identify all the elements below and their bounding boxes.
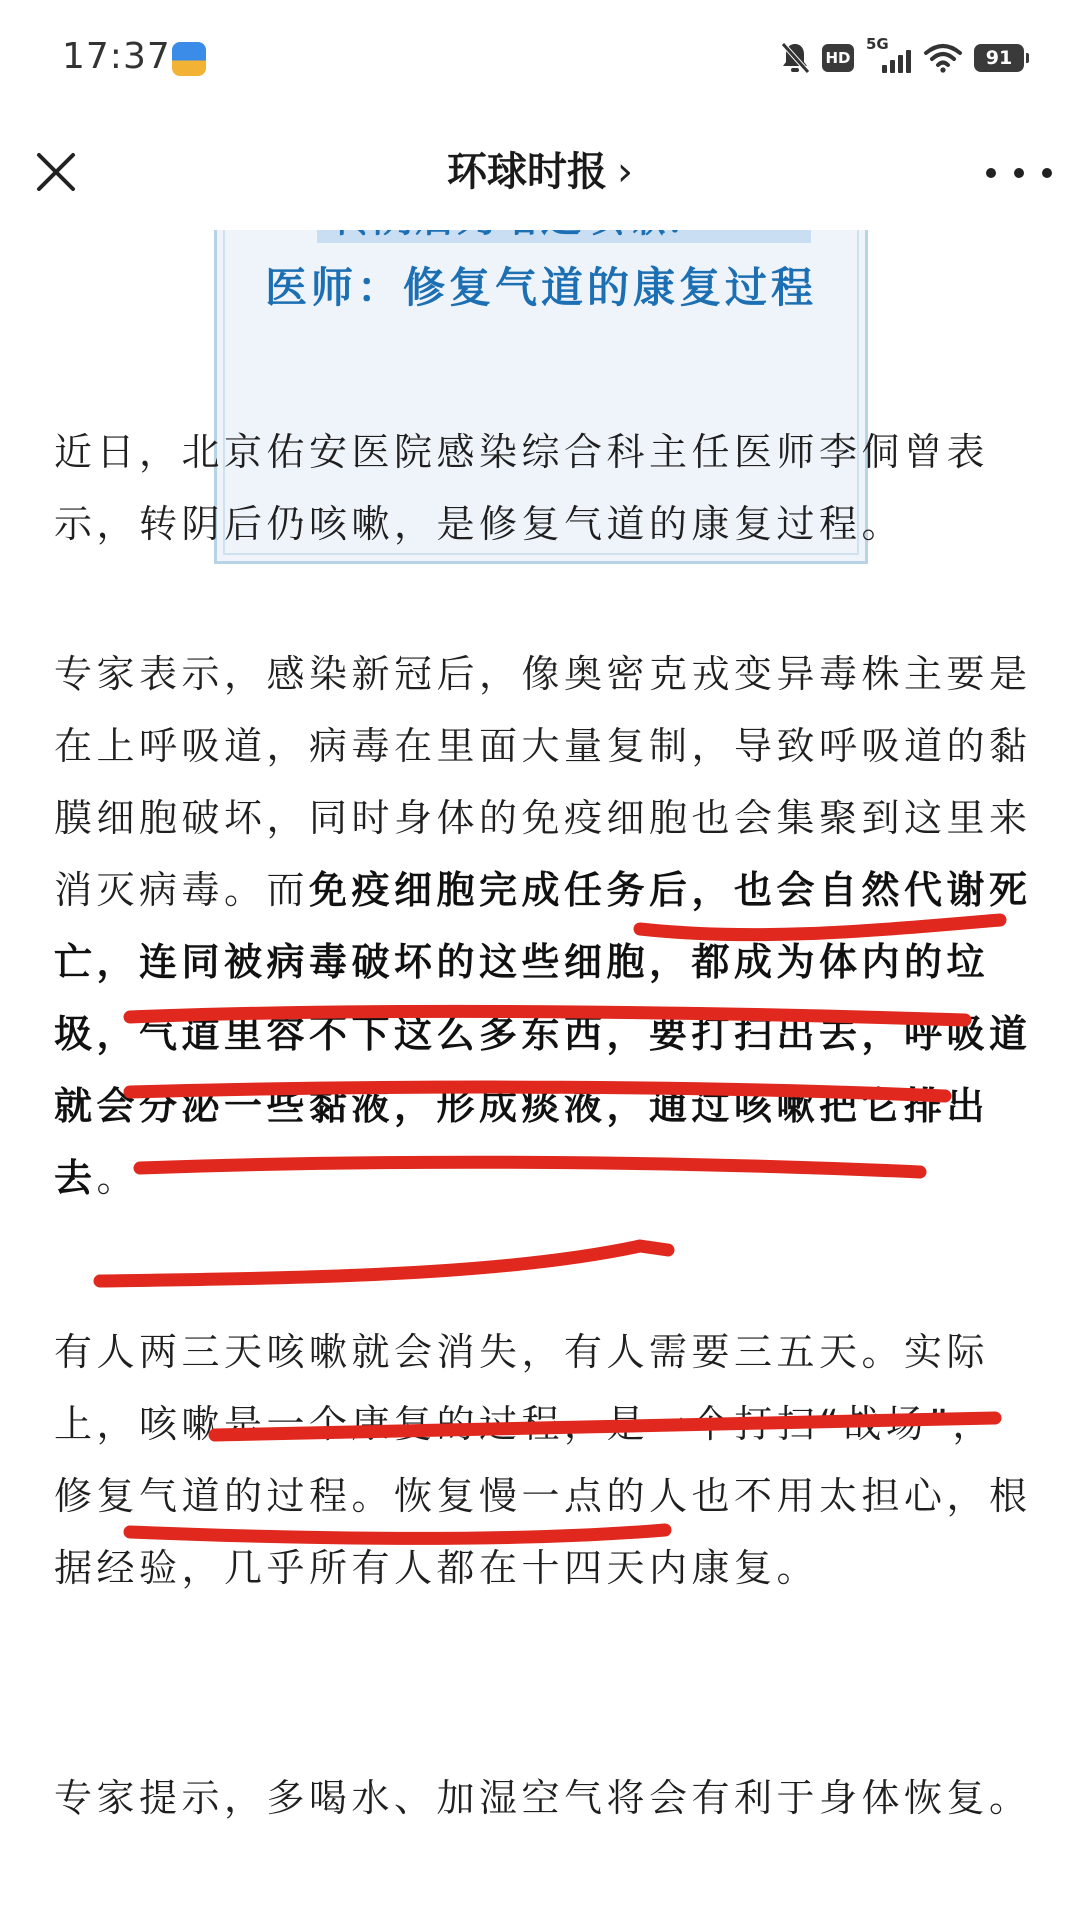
- wifi-icon: [924, 43, 962, 73]
- more-icon-dot: [986, 168, 996, 178]
- status-bar: [0, 0, 1080, 118]
- paragraph-2-end: 。: [96, 1156, 140, 1200]
- status-time: 17:37: [62, 36, 171, 77]
- bell-off-icon: [780, 41, 810, 75]
- hd-icon: HD: [822, 44, 854, 72]
- article-body[interactable]: [0, 230, 1080, 1932]
- app-icon: [172, 42, 206, 76]
- article-paragraph-3: 有人两三天咳嗽就会消失，有人需要三五天。实际上，咳嗽是一个康复的过程，是一个打扫“战场”，修复气道的过程。恢复慢一点的人也不用太担心，根据经验，几乎所有人都在十四天内康复。: [54, 1330, 1032, 1590]
- battery-icon: 91: [974, 44, 1024, 72]
- more-icon-dot: [1014, 168, 1024, 178]
- underline-stroke: [100, 1246, 668, 1281]
- paragraph-2-text: 专家表示，感染新冠后，像奥密克戎变异毒株主要是在上呼吸道，病毒在里面大量复制，导致呼吸道的黏膜细胞破坏，同时身体的免疫细胞也会集聚到这里来消灭病毒。而: [54, 652, 1032, 912]
- network-label: 5G: [866, 35, 889, 53]
- more-icon-dot: [1042, 168, 1052, 178]
- account-title-link[interactable]: [0, 140, 1080, 197]
- paragraph-2-bold-text: 免疫细胞完成任务后，也会自然代谢死亡，连同被病毒破坏的这些细胞，都成为体内的垃圾，气道里容不下这么多东西，要打扫出去，呼吸道就会分泌一些黏液，形成痰液，通过咳嗽把它排出去: [54, 868, 1032, 1200]
- article-paragraph-2: [54, 638, 1034, 1214]
- nav-bar: [0, 118, 1080, 230]
- image-headline-2: 医师：修复气道的康复过程: [264, 263, 817, 312]
- more-button[interactable]: [986, 148, 1052, 198]
- chevron-right-icon: ›: [617, 149, 633, 195]
- article-paragraph-4: 专家提示，多喝水、加湿空气将会有利于身体恢复。: [54, 1776, 1032, 1820]
- signal-icon: [866, 35, 912, 75]
- account-name: 环球时报: [447, 149, 607, 195]
- article-paragraph-1: 近日，北京佑安医院感染综合科主任医师李侗曾表示，转阴后仍咳嗽，是修复气道的康复过程。: [54, 430, 990, 546]
- status-icons: [780, 35, 1024, 78]
